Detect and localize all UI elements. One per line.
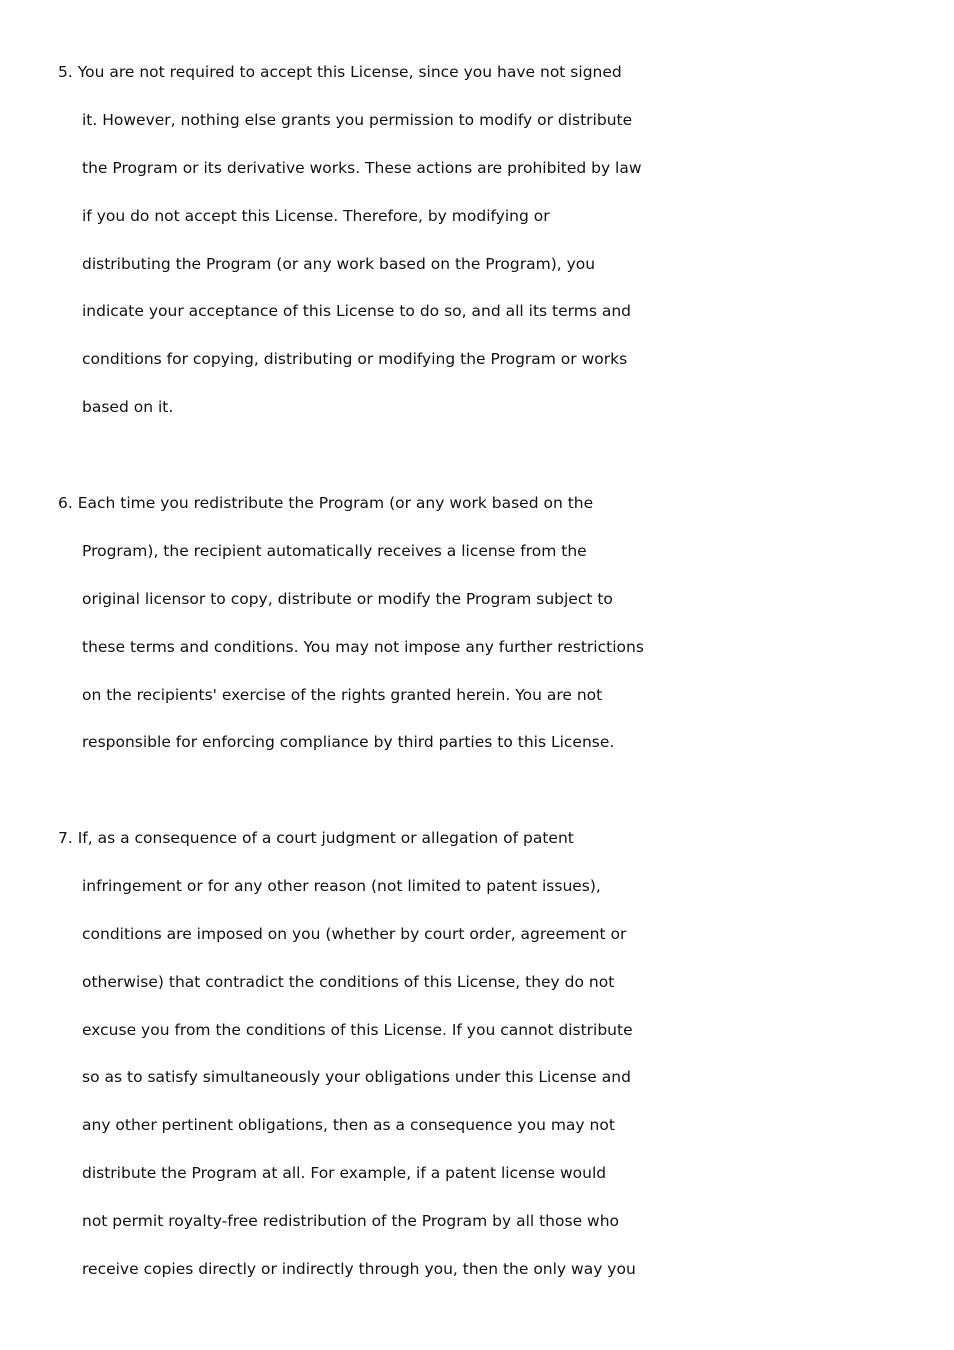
clause-line: original licensor to copy, distribute or modify the Program subject to [82,589,613,608]
clause-line: on the recipients' exercise of the rights granted herein. You are not [82,685,603,704]
clause-line: infringement or for any other reason (not limited to patent issues), [82,876,601,895]
clause-line: based on it. [82,398,174,417]
clause-line: the Program or its derivative works. These actions are prohibited by law [82,158,642,177]
clause-line: receive copies directly or indirectly through you, then the only way you [82,1260,636,1279]
clause-7 [58,828,678,1307]
clause-line: these terms and conditions. You may not impose any further restrictions [82,637,644,656]
clause-line: if you do not accept this License. Therefore, by modifying or [82,206,550,225]
clause-line: conditions are imposed on you (whether by court order, agreement or [82,924,627,943]
clause-line: Program), the recipient automatically receives a license from the [82,541,587,560]
clause-line: any other pertinent obligations, then as a consequence you may not [82,1116,615,1135]
clause-line: not permit royalty-free redistribution of the Program by all those who [82,1212,620,1231]
clause-5 [58,62,678,445]
clause-line: 7. If, as a consequence of a court judgment or allegation of patent [58,829,574,847]
clause-line: 6. Each time you redistribute the Program (or any work based on the [58,494,594,512]
clause-line: excuse you from the conditions of this License. If you cannot distribute [82,1020,633,1039]
clause-line: indicate your acceptance of this License to do so, and all its terms and [82,302,631,321]
clause-line: responsible for enforcing compliance by third parties to this License. [82,733,615,752]
clause-line: otherwise) that contradict the conditions of this License, they do not [82,972,615,991]
clause-line: conditions for copying, distributing or modifying the Program or works [82,350,628,369]
clause-line: so as to satisfy simultaneously your obligations under this License and [82,1068,631,1087]
clause-line: distributing the Program (or any work based on the Program), you [82,254,596,273]
clause-line: 5. You are not required to accept this License, since you have not signed [58,63,622,81]
clause-6 [58,493,678,780]
clause-line: it. However, nothing else grants you permission to modify or distribute [82,110,633,129]
clause-line: distribute the Program at all. For example, if a patent license would [82,1164,607,1183]
